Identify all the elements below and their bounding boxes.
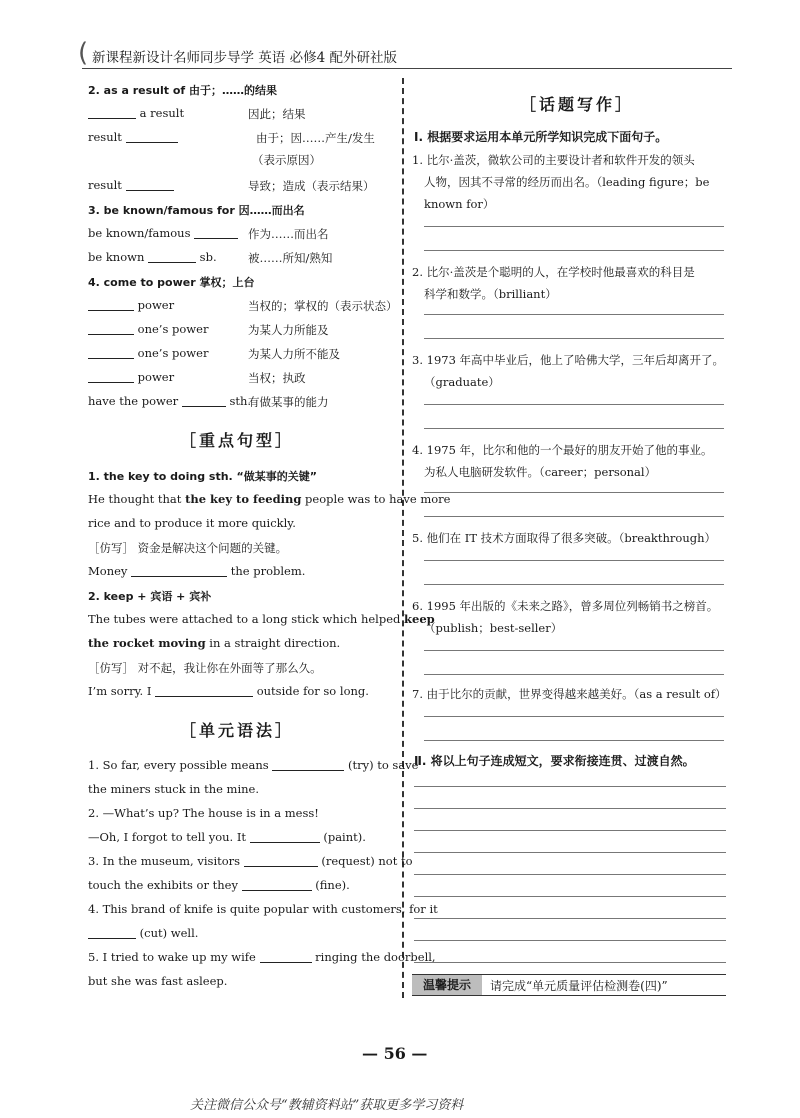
grammar-item: touch the exhibits or they (fine). [88, 878, 350, 892]
answer-blank[interactable] [148, 250, 196, 263]
writing-question: 2. 比尔·盖茨是个聪明的人，在学校时他最喜欢的科目是 [412, 265, 695, 279]
section-heading-sentences: ［重点句型］ [180, 431, 295, 450]
example-sentence: rice and to produce it more quickly. [88, 516, 296, 530]
phrase-row: a result [88, 106, 184, 120]
phrase-4-title: 4. come to power 掌权；上台 [88, 276, 255, 289]
writing-question: （graduate） [424, 375, 500, 389]
answer-blank[interactable] [194, 226, 238, 239]
answer-line[interactable] [414, 896, 726, 897]
writing-question: 7. 由于比尔的贡献，世界变得越来越美好。（as a result of） [412, 687, 727, 701]
answer-blank[interactable] [131, 564, 227, 577]
writing-question: 5. 他们在 IT 技术方面取得了很多突破。（breakthrough） [412, 531, 717, 545]
reminder-text: 请完成“单元质量评估检测卷(四)” [490, 979, 668, 993]
answer-blank[interactable] [88, 926, 136, 939]
phrase-meaning: 作为……而出名 [248, 227, 329, 241]
phrase-meaning: 为某人力所能及 [248, 323, 329, 337]
imitation-prompt: ［仿写］ 对不起，我让你在外面等了那么久。 [88, 661, 322, 675]
answer-blank[interactable] [244, 854, 318, 867]
answer-line[interactable] [424, 560, 724, 561]
answer-line[interactable] [424, 492, 724, 493]
phrase-row: result [88, 130, 178, 144]
writing-question: （publish；best-seller） [424, 621, 563, 635]
answer-blank[interactable] [88, 370, 134, 383]
answer-line[interactable] [424, 428, 724, 429]
answer-line[interactable] [414, 830, 726, 831]
answer-line[interactable] [414, 962, 726, 963]
grammar-item: —Oh, I forgot to tell you. It (paint). [88, 830, 366, 844]
grammar-item: 5. I tried to wake up my wife ringing the doorbell, [88, 950, 436, 964]
section-heading-writing: ［话题写作］ [520, 95, 635, 114]
imitation-prompt: ［仿写］ 资金是解决这个问题的关键。 [88, 541, 288, 555]
answer-line[interactable] [424, 516, 724, 517]
writing-question: 4. 1975 年，比尔和他的一个最好的朋友开始了他的事业。 [412, 443, 713, 457]
answer-line[interactable] [414, 852, 726, 853]
answer-line[interactable] [424, 650, 724, 651]
answer-blank[interactable] [88, 298, 134, 311]
answer-line[interactable] [424, 226, 724, 227]
answer-blank[interactable] [260, 950, 312, 963]
example-sentence: He thought that the key to feeding people was to have more [88, 492, 451, 506]
phrase-meaning: 当权的；掌权的（表示状态） [248, 299, 398, 313]
answer-line[interactable] [424, 314, 724, 315]
phrase-meaning: 导致；造成（表示结果） [248, 179, 375, 193]
phrase-row: power [88, 298, 174, 312]
section-heading-grammar: ［单元语法］ [180, 721, 295, 740]
answer-blank[interactable] [126, 178, 174, 191]
answer-line[interactable] [414, 874, 726, 875]
writing-question: 为私人电脑研发软件。（career；personal） [424, 465, 657, 479]
answer-blank[interactable] [88, 322, 134, 335]
phrase-row: one’s power [88, 322, 208, 336]
answer-blank[interactable] [250, 830, 320, 843]
reminder-bar [412, 974, 726, 996]
sentence-2-title: 2. keep + 宾语 + 宾补 [88, 590, 212, 603]
writing-question: 科学和数学。（brilliant） [424, 287, 557, 301]
footer-note: 关注微信公众号“教辅资料站”获取更多学习资料 [190, 1098, 464, 1113]
answer-line[interactable] [414, 918, 726, 919]
answer-blank[interactable] [272, 758, 344, 771]
phrase-row: result [88, 178, 174, 192]
answer-line[interactable] [424, 740, 724, 741]
imitation-answer: Money the problem. [88, 564, 306, 578]
phrase-row: have the power sth. [88, 394, 252, 408]
sentence-1-title: 1. the key to doing sth. “做某事的关键” [88, 470, 318, 483]
answer-line[interactable] [424, 584, 724, 585]
answer-blank[interactable] [88, 106, 136, 119]
answer-line[interactable] [414, 786, 726, 787]
writing-question: known for） [424, 197, 495, 211]
answer-line[interactable] [424, 338, 724, 339]
bracket-ornament: ( [78, 38, 89, 68]
part-2-instruction: Ⅱ. 将以上句子连成短文，要求衔接连贯、过渡自然。 [414, 754, 695, 768]
header-rule [82, 68, 732, 69]
example-sentence: the rocket moving in a straight direction. [88, 636, 341, 650]
grammar-item: 2. —What’s up? The house is in a mess! [88, 806, 319, 820]
phrase-2-title: 2. as a result of 由于；……的结果 [88, 84, 278, 97]
writing-question: 1. 比尔·盖茨，微软公司的主要设计者和软件开发的领头 [412, 153, 695, 167]
phrase-row: power [88, 370, 174, 384]
phrase-row: one’s power [88, 346, 208, 360]
phrase-meaning: 由于；因……产生/发生 [256, 131, 375, 145]
answer-line[interactable] [414, 940, 726, 941]
page-number: — 56 — [362, 1044, 428, 1063]
answer-line[interactable] [424, 674, 724, 675]
answer-blank[interactable] [88, 346, 134, 359]
answer-blank[interactable] [242, 878, 312, 891]
phrase-meaning: （表示原因） [252, 153, 321, 167]
answer-line[interactable] [424, 404, 724, 405]
grammar-item: (cut) well. [88, 926, 198, 940]
grammar-item: the miners stuck in the mine. [88, 782, 260, 796]
answer-blank[interactable] [126, 130, 178, 143]
grammar-item: 1. So far, every possible means (try) to save [88, 758, 419, 772]
example-sentence: The tubes were attached to a long stick which helped keep [88, 612, 435, 626]
answer-line[interactable] [424, 716, 724, 717]
answer-blank[interactable] [182, 394, 226, 407]
phrase-row: be known sb. [88, 250, 217, 264]
reminder-tag: 温馨提示 [412, 975, 482, 995]
phrase-meaning: 为某人力所不能及 [248, 347, 340, 361]
writing-question: 3. 1973 年高中毕业后，他上了哈佛大学，三年后却离开了。 [412, 353, 725, 367]
phrase-meaning: 被……所知/熟知 [248, 251, 333, 265]
answer-line[interactable] [424, 250, 724, 251]
grammar-item: 3. In the museum, visitors (request) not to [88, 854, 413, 868]
phrase-meaning: 因此；结果 [248, 107, 306, 121]
answer-line[interactable] [414, 808, 726, 809]
part-1-instruction: Ⅰ. 根据要求运用本单元所学知识完成下面句子。 [414, 130, 668, 144]
grammar-item: but she was fast asleep. [88, 974, 228, 988]
phrase-meaning: 当权；执政 [248, 371, 306, 385]
imitation-answer: I’m sorry. I outside for so long. [88, 684, 369, 698]
phrase-row: be known/famous [88, 226, 238, 240]
phrase-meaning: 有做某事的能力 [248, 395, 329, 409]
writing-question: 人物，因其不寻常的经历而出名。（leading figure；be [424, 175, 710, 189]
page-header: 新课程新设计名师同步导学 英语 必修4 配外研社版 [92, 50, 397, 66]
writing-question: 6. 1995 年出版的《未来之路》，曾多周位列畅销书之榜首。 [412, 599, 719, 613]
phrase-3-title: 3. be known/famous for 因……而出名 [88, 204, 305, 217]
answer-blank[interactable] [155, 684, 253, 697]
grammar-item: 4. This brand of knife is quite popular with customers, for it [88, 902, 438, 916]
